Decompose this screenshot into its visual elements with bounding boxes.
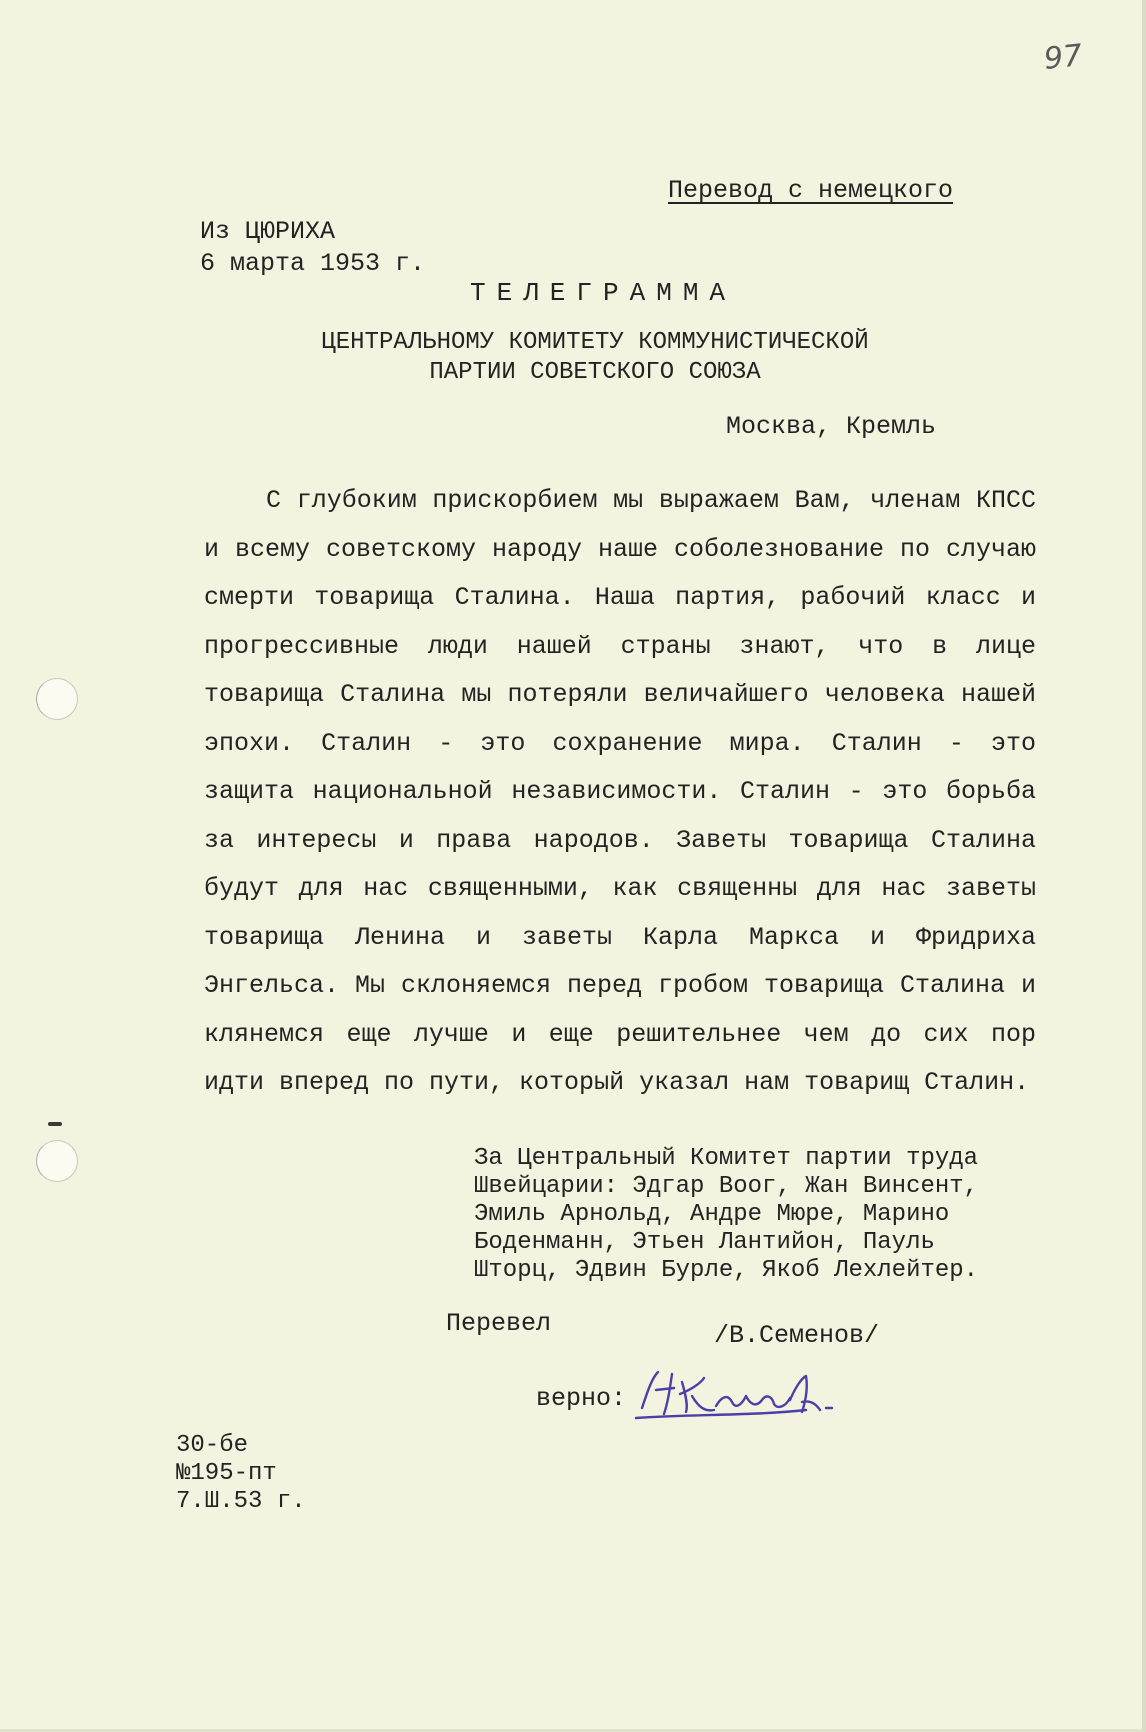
translation-note: Перевод с немецкого — [668, 176, 954, 205]
translator-name: /В.Семенов/ — [714, 1321, 880, 1350]
signatory-line: Швейцарии: Эдгар Воог, Жан Винсент, — [474, 1173, 979, 1200]
document-title: ТЕЛЕГРАММА — [470, 278, 737, 308]
translated-by-label: Перевел — [446, 1309, 552, 1338]
archive-page-number: 97 — [1042, 38, 1084, 77]
origin-city: Из ЦЮРИХА — [200, 217, 336, 246]
addressee-line: ЦЕНТРАЛЬНОМУ КОМИТЕТУ КОММУНИСТИЧЕСКОЙ — [321, 329, 869, 356]
recipient-location: Москва, Кремль — [726, 412, 937, 441]
origin-block — [200, 216, 425, 280]
reference-block — [176, 1432, 306, 1516]
punch-hole — [36, 678, 78, 720]
handwritten-signature — [630, 1360, 860, 1430]
reference-code: 30-бе — [176, 1432, 249, 1459]
signatory-line: Эмиль Арнольд, Андре Мюре, Марино — [474, 1201, 950, 1228]
reference-number: №195-пт — [176, 1460, 277, 1487]
reference-date: 7.Ш.53 г. — [176, 1488, 306, 1515]
addressee-line: ПАРТИИ СОВЕТСКОГО СОЮЗА — [429, 359, 761, 386]
punch-hole — [36, 1140, 78, 1182]
origin-date: 6 марта 1953 г. — [200, 249, 426, 278]
verified-label: верно: — [536, 1384, 627, 1413]
signatory-line: За Центральный Комитет партии труда — [474, 1145, 979, 1172]
staple-mark — [48, 1122, 62, 1126]
telegram-body: С глубоким прискорбием мы выражаем Вам, членам КПСС и всему советскому народу наше соболезнование по случаю смерти товарища Сталина. Наша партия, рабочий класс и прогрессивные люди нашей страны знают, что в лице товарища Сталина мы потеряли величайшего человека нашей эпохи. Сталин - это сохранение мира. Сталин - это защита национальной независимости. Сталин - это борьба за интересы и права народов. Заветы товарища Сталина будут для нас священными, как священны для нас заветы товарища Ленина и заветы Карла Маркса и Фридриха Энгельса. Мы склоняемся перед гробом товарища Сталина и клянемся еще лучше и еще решительнее чем до сих пор идти вперед по пути, который указал нам товарищ Сталин. — [204, 486, 1036, 1097]
signatory-line: Боденманн, Этьен Лантийон, Пауль — [474, 1229, 935, 1256]
signatory-line: Шторц, Эдвин Бурле, Якоб Лехлейтер. — [474, 1257, 979, 1284]
addressee-block — [310, 328, 880, 388]
signatories-block — [474, 1145, 978, 1285]
